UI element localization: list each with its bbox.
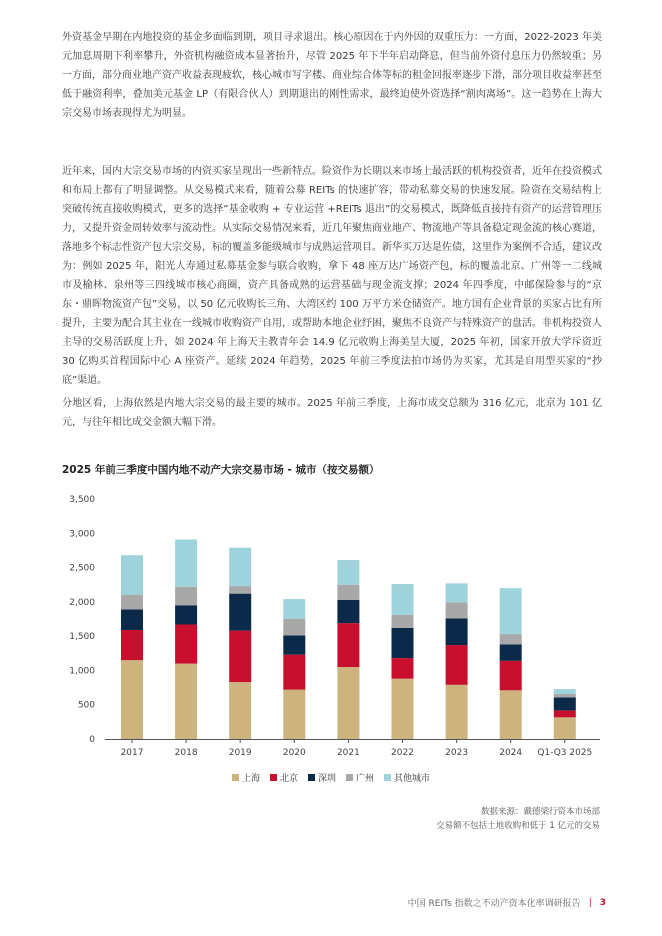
bar-segment-2017 xyxy=(121,630,143,660)
bar-segment-2019 xyxy=(229,586,251,594)
bar-segment-2020 xyxy=(283,635,305,654)
bar-segment-2021 xyxy=(337,667,359,739)
legend-item xyxy=(308,771,336,784)
bar-segment-2021 xyxy=(337,560,359,585)
legend-label: 广州 xyxy=(356,774,375,784)
y-tick-label: 2,500 xyxy=(69,563,95,574)
legend-swatch xyxy=(232,774,239,781)
bar-segment-q1-q3-2025 xyxy=(554,697,576,710)
bar-segment-2017 xyxy=(121,609,143,630)
bar-segment-2018 xyxy=(175,605,197,624)
paragraph-3: 分地区看，上海依然是内地大宗交易的最主要的城市。2025 年前三季度，上海市成交总额为 316 亿元，北京为 101 亿元，与往年相比成交金额大幅下滑。 xyxy=(62,398,602,428)
footer-separator: | xyxy=(588,897,592,908)
x-tick-label: 2021 xyxy=(336,748,360,758)
bar-segment-2024 xyxy=(500,588,522,634)
source-line-2: 交易额不包括土地收购和低于 1 亿元的交易 xyxy=(436,821,600,831)
chart-title: 2025 年前三季度中国内地不动产大宗交易市场 - 城市（按交易额） xyxy=(62,464,380,476)
bar-segment-2017 xyxy=(121,660,143,739)
legend-label: 上海 xyxy=(241,774,260,784)
y-tick-label: 2,000 xyxy=(69,597,95,608)
bar-segment-2019 xyxy=(229,631,251,682)
bar-segment-q1-q3-2025 xyxy=(554,710,576,717)
legend-swatch xyxy=(346,774,353,781)
x-tick-label: 2020 xyxy=(282,748,306,758)
source-line-1: 数据来源：戴德梁行资本市场部 xyxy=(480,807,600,817)
bar-segment-2023 xyxy=(446,618,468,645)
paragraph-2: 近年来，国内大宗交易市场的内资买家呈现出一些新特点。险资作为长期以来市场上最活跃的机构投资者，近年在投资模式和布局上都有了明显调整。从交易模式来看，随着公募 REITs 的快速扩容，带动私募交易的快速发展。险资在交易结构上突破传统直接收购模式，更多的选择”基金收购 + 专业运营 +REITs 退出”的交易模式，既降低直接持有资产的运营管理压力，又提升资金周转效率与流动性。从实际交易情况来看，近几年聚焦商业地产、物流地产等具备稳定现金流的核心赛道，落地多个标志性资产包大宗交易，标的覆盖多能级城市与成熟运营项目。新华买万达是佐债，这里作为案例不合适，建议改为：例如 2025 年，阳光人寿通过私募基金参与联合收购，拿下 48 座万达广场资产包，标的覆盖北京、广州等一二线城市及榆林、泉州等三四线城市核心商圈，资产具备成熟的运营基础与现金流支撑；2024 年四季度，中邮保险参与的“京东・鼎晖物流资产包”交易，以 50 亿元收购长三角、大湾区约 100 万平方米仓储资产。地方国有企业背景的买家占比有所提升，主要为配合其主业在一线城市收购资产自用，或帮助本地企业纾困，聚焦不良资产与特殊资产的盘活。非机构投资人主导的交易活跃度上升，如 2024 年上海天主教青年会 14.9 亿元收购上海美呈大厦，2025 年初，国家开放大学斥资近 30 亿购买首程国际中心 A 座资产。延续 2024 年趋势，2025 年前三季度法拍市场仍为买家，尤其是自用型买家的“抄底”渠道。 xyxy=(62,166,602,386)
bar-segment-2022 xyxy=(392,658,414,679)
chart-legend xyxy=(0,771,662,784)
bar-segment-2020 xyxy=(283,690,305,739)
bar-segment-2019 xyxy=(229,594,251,631)
bar-segment-2019 xyxy=(229,548,251,586)
bar-segment-2021 xyxy=(337,600,359,623)
stacked-bar-chart xyxy=(0,480,662,770)
y-tick-label: 0 xyxy=(89,735,95,745)
bar-segment-2023 xyxy=(446,603,468,619)
legend-swatch xyxy=(384,774,391,781)
legend-item xyxy=(384,771,430,784)
source-note xyxy=(436,805,600,833)
bar-segment-2022 xyxy=(392,679,414,739)
bar-segment-2024 xyxy=(500,644,522,660)
bar-segment-q1-q3-2025 xyxy=(554,689,576,694)
bar-segment-q1-q3-2025 xyxy=(554,694,576,697)
legend-swatch xyxy=(270,774,277,781)
bar-segment-2023 xyxy=(446,685,468,739)
bar-segment-2020 xyxy=(283,655,305,690)
bar-segment-2018 xyxy=(175,587,197,606)
y-tick-label: 1,500 xyxy=(69,632,95,643)
x-tick-label: 2019 xyxy=(228,748,252,758)
bar-segment-2022 xyxy=(392,615,414,628)
legend-item xyxy=(270,771,298,784)
bar-segment-2021 xyxy=(337,585,359,600)
bar-segment-2024 xyxy=(500,690,522,739)
legend-item xyxy=(232,771,260,784)
bar-segment-q1-q3-2025 xyxy=(554,717,576,739)
bar-segment-2023 xyxy=(446,583,468,602)
legend-label: 其他城市 xyxy=(394,774,431,784)
bar-segment-2017 xyxy=(121,595,143,609)
page-footer xyxy=(408,896,606,909)
bar-segment-2018 xyxy=(175,539,197,586)
bar-segment-2023 xyxy=(446,645,468,685)
bar-segment-2022 xyxy=(392,584,414,615)
y-tick-label: 1,000 xyxy=(69,666,95,677)
bar-segment-2017 xyxy=(121,555,143,595)
x-tick-label: 2023 xyxy=(445,748,469,758)
page-number: 3 xyxy=(599,897,606,908)
x-tick-label: 2017 xyxy=(120,748,144,758)
paragraph-1: 外资基金早期在内地投资的基金多面临到期，项目寻求退出。核心原因在于内外因的双重压力：一方面，2022-2023 年美元加息周期下利率攀升，外资机构融资成本显著抬升，尽管 2025 年下半年启动降息，但当前外资付息压力仍然较重；另一方面，部分商业地产资产收益表现疲软，核心城市写字楼、商业综合体等标的租金回报率逐步下滑，部分项目收益率甚至低于融资利率，叠加美元基金 LP（有限合伙人）到期退出的刚性需求，最终迫使外资选择“割肉离场”。这一趋势在上海大宗交易市场表现得尤为明显。 xyxy=(62,32,602,119)
bar-segment-2020 xyxy=(283,599,305,619)
legend-label: 深圳 xyxy=(317,774,336,784)
bar-segment-2020 xyxy=(283,619,305,635)
x-tick-label: Q1-Q3 2025 xyxy=(537,748,593,758)
x-tick-label: 2022 xyxy=(391,748,414,758)
bar-segment-2018 xyxy=(175,624,197,663)
bar-segment-2021 xyxy=(337,623,359,667)
x-tick-label: 2018 xyxy=(174,748,198,758)
y-tick-label: 500 xyxy=(77,700,95,711)
bar-segment-2024 xyxy=(500,661,522,690)
legend-item xyxy=(346,771,374,784)
bar-segment-2018 xyxy=(175,664,197,739)
bar-segment-2019 xyxy=(229,682,251,739)
y-tick-label: 3,000 xyxy=(69,529,95,540)
legend-swatch xyxy=(308,774,315,781)
footer-title: 中国 REITs 指数之不动产资本化率调研报告 xyxy=(407,899,581,909)
y-tick-label: 3,500 xyxy=(69,495,95,505)
bar-segment-2024 xyxy=(500,634,522,644)
x-tick-label: 2024 xyxy=(499,748,523,758)
legend-label: 北京 xyxy=(279,774,298,784)
bar-segment-2022 xyxy=(392,628,414,658)
